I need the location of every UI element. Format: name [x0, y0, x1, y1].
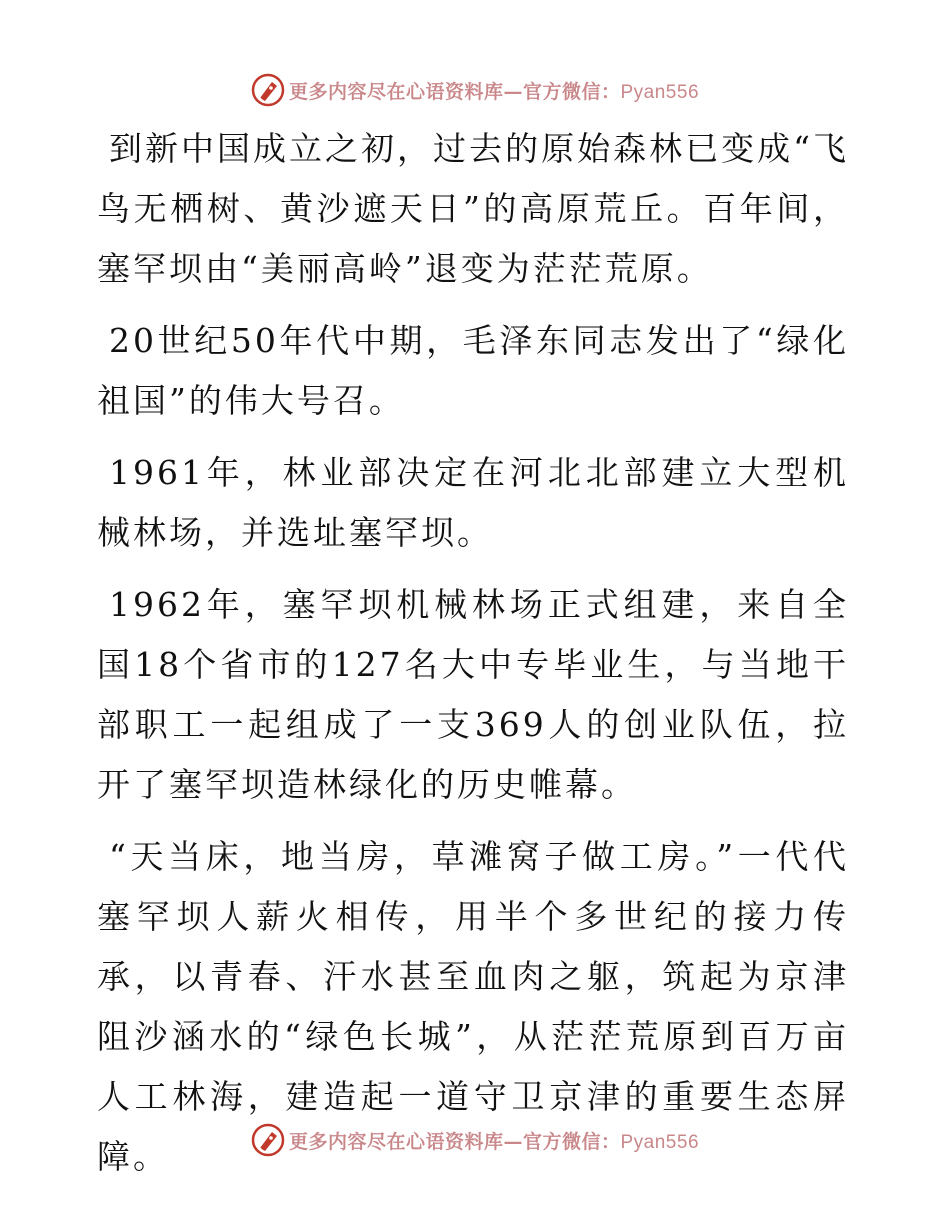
footer-watermark: [0, 1120, 950, 1160]
paragraph: 到新中国成立之初，过去的原始森林已变成“飞鸟无栖树、黄沙遮天日”的高原荒丘。百年间，塞罕坝由“美丽高岭”退变为茫茫荒原。: [97, 129, 849, 288]
paragraph: “天当床，地当房，草滩窝子做工房。”一代代塞罕坝人薪火相传，用半个多世纪的接力传承，以青春、汗水甚至血肉之躯，筑起为京津阻沙涵水的“绿色长城”，从茫茫荒原到百万亩人工林海，建造起一道守卫京津的重要生态屏障。: [97, 837, 849, 1176]
pen-nib-logo-icon: [251, 1123, 285, 1157]
banner-handle: Pyan556: [620, 81, 700, 103]
paragraph: 1961年，林业部决定在河北北部建立大型机械林场，并选址塞罕坝。: [97, 453, 849, 552]
article-body: [97, 119, 849, 1199]
paragraph: 20世纪50年代中期，毛泽东同志发出了“绿化祖国”的伟大号召。: [97, 321, 849, 420]
banner-text: 更多内容尽在心语资料库—官方微信：: [288, 1130, 621, 1153]
header-watermark: [0, 70, 950, 110]
banner-text: 更多内容尽在心语资料库—官方微信：: [288, 80, 621, 103]
banner-handle: Pyan556: [620, 1131, 700, 1153]
paragraph: 1962年，塞罕坝机械林场正式组建，来自全国18个省市的127名大中专毕业生，与当地干部职工一起组成了一支369人的创业队伍，拉开了塞罕坝造林绿化的历史帷幕。: [97, 585, 849, 804]
pen-nib-logo-icon: [251, 73, 285, 107]
